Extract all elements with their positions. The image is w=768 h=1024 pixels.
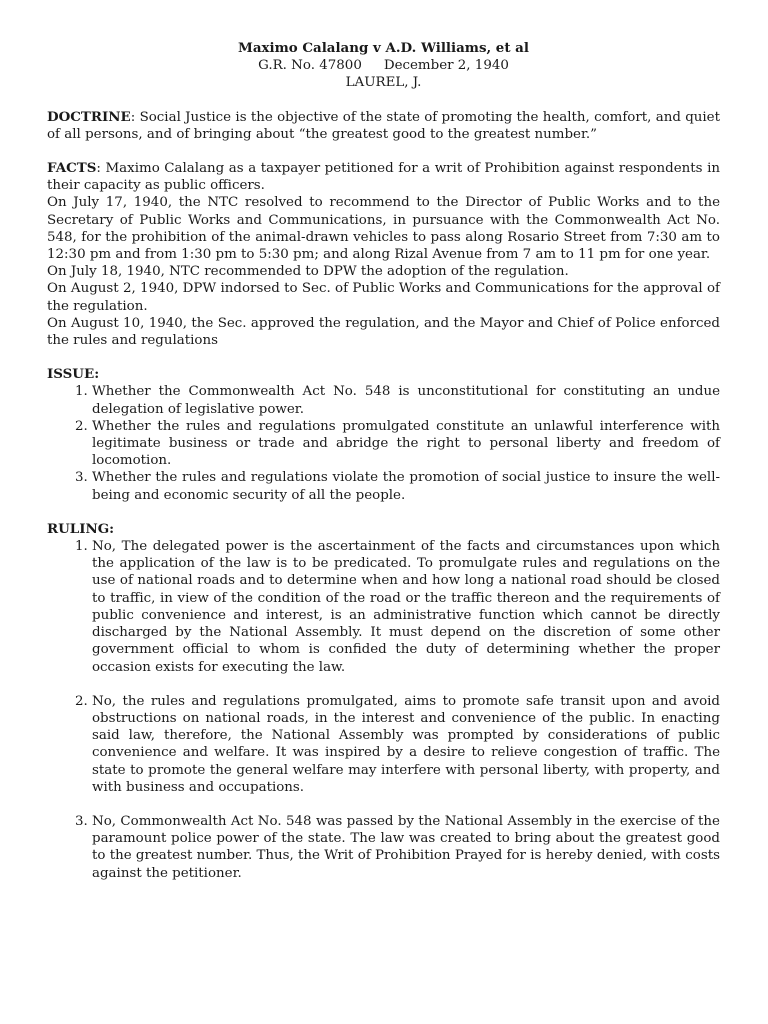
facts-paragraph: On July 17, 1940, the NTC resolved to recommend to the Director of Public Works and to the Secretary of Public Works and Communications, in pursuance with the Commonwealth Act No. 548, for the prohibition of the animal-drawn vehicles to pass along Rosario Street from 7:30 am to 12:30 pm and from 1:30 pm to 5:30 pm; and along Rizal Avenue from 7 am to 11 pm for one year. xyxy=(47,195,720,263)
facts-paragraph xyxy=(47,160,720,194)
doctrine-label: DOCTRINE xyxy=(47,108,131,125)
facts-section xyxy=(47,160,720,349)
ruling-item: 1. No, The delegated power is the ascertainment of the facts and circumstances upon which the application of the law is to be predicated. To promulgate rules and regulations on the use of national roads and to determine when and how long a national road should be closed to traffic, in view of the condition of the road or the traffic thereon and the requirements of public convenience and interest, is an administrative function which cannot be directly discharged by the National Assembly. It must depend on the discretion of some other government official to whom is confided the duty of determining whether the proper occasion exists for executing the law. xyxy=(92,538,720,676)
case-citation xyxy=(47,57,720,74)
issue-item: 1. Whether the Commonwealth Act No. 548 is unconstitutional for constituting an undue delegation of legislative power. xyxy=(92,383,720,417)
ponente: LAUREL, J. xyxy=(345,75,422,91)
ruling-item: 3. No, Commonwealth Act No. 548 was passed by the National Assembly in the exercise of the paramount police power of the state. The law was created to bring about the greatest good to the greatest number. Thus, the Writ of Prohibition Prayed for is hereby denied, with costs against the petitioner. xyxy=(92,813,720,882)
issue-item: 2. Whether the rules and regulations promulgated constitute an unlawful interference with legitimate business or trade and abridge the right to personal liberty and freedom of locomotion. xyxy=(92,418,720,470)
facts-paragraph: On July 18, 1940, NTC recommended to DPW the adoption of the regulation. xyxy=(47,264,569,280)
facts-paragraph: On August 10, 1940, the Sec. approved the regulation, and the Mayor and Chief of Police enforced the rules and regulations xyxy=(47,315,720,349)
issue-list xyxy=(47,383,720,503)
ruling-item: 2. No, the rules and regulations promulgated, aims to promote safe transit upon and avoid obstructions on national roads, in the interest and convenience of the public. In enacting said law, therefore, the National Assembly was prompted by considerations of public convenience and welfare. It was inspired by a desire to relieve congestion of traffic. The state to promote the general welfare may interfere with personal liberty, with property, and with business and occupations. xyxy=(92,693,720,796)
facts-paragraph: On August 2, 1940, DPW indorsed to Sec. of Public Works and Communications for the approval of the regulation. xyxy=(47,281,720,314)
decision-date: December 2, 1940 xyxy=(383,58,509,74)
case-title: Maximo Calalang v A.D. Williams, et al xyxy=(238,40,529,56)
case-header xyxy=(47,40,720,92)
ruling-heading: RULING: xyxy=(47,520,115,537)
facts-text: : Maximo Calalang as a taxpayer petitioned for a writ of Prohibition against respondents in their capacity as public officers. xyxy=(47,161,720,194)
issue-item: 3. Whether the rules and regulations violate the promotion of social justice to insure the well-being and economic security of all the people. xyxy=(92,469,720,503)
issue-heading: ISSUE: xyxy=(47,366,100,383)
doctrine-text: : Social Justice is the objective of the state of promoting the health, comfort, and quiet of all persons, and of bringing about “the greatest good to the greatest number.” xyxy=(47,109,720,142)
doctrine-paragraph xyxy=(47,109,720,143)
facts-label: FACTS xyxy=(47,160,97,177)
doctrine-section xyxy=(47,109,720,143)
gr-number: G.R. No. 47800 xyxy=(258,58,362,74)
issue-section xyxy=(47,366,720,504)
ruling-list xyxy=(47,538,720,882)
ruling-section xyxy=(47,521,720,882)
